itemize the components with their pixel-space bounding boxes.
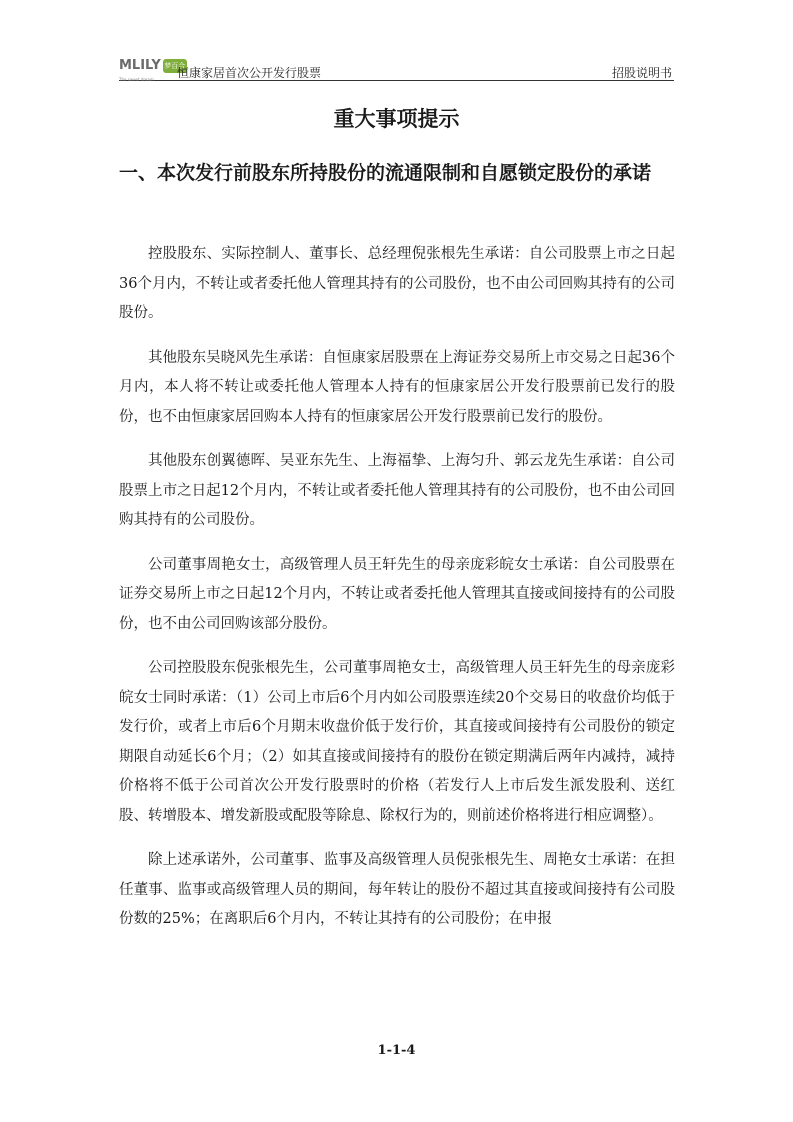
page-title: 重大事项提示 [333,107,460,131]
paragraph: 公司控股股东倪张根先生，公司董事周艳女士，高级管理人员王轩先生的母亲庞彩皖女士同时承诺：（1）公司上市后6个月内如公司股票连续20个交易日的收盘价均低于发行价，或者上市后6个月期末收盘价低于发行价，其直接或间接持有公司股份的锁定期限自动延长6个月；（2）如其直接或间接持有的股份在锁定期满后两年内减持，减持价格将不低于公司首次公开发行股票时的价格（若发行人上市后发生派发股利、送红股、转增股本、增发新股或配股等除息、除权行为的，则前述价格将进行相应调整）。 [119,660,675,824]
logo-badge: 梦百合 [163,59,187,73]
section-heading: 一、本次发行前股东所持股份的流通限制和自愿锁定股份的承诺 [119,162,652,184]
paragraph: 除上述承诺外，公司董事、监事及高级管理人员倪张根先生、周艳女士承诺：在担任董事、监事或高级管理人员的期间，每年转让的股份不超过其直接或间接持有公司股份数的25%；在离职后6个月内，不转让其持有的公司股份；在申报 [119,852,675,927]
page-number: 1-1-4 [377,1043,416,1058]
paragraph: 公司董事周艳女士，高级管理人员王轩先生的母亲庞彩皖女士承诺：自公司股票在证券交易所上市之日起12个月内，不转让或者委托他人管理其直接或间接持有的公司股份，也不由公司回购该部分股份。 [119,556,675,632]
paragraph: 其他股东吴晓风先生承诺：自恒康家居股票在上海证券交易所上市交易之日起36个月内，本人将不转让或委托他人管理本人持有的恒康家居公开发行股票前已发行的股份，也不由恒康家居回购本人持有的恒康家居公开发行股票前已发行的股份。 [119,349,675,425]
paragraph: 其他股东创翼德晖、吴亚东先生、上海福挚、上海匀升、郭云龙先生承诺：自公司股票上市之日起12个月内，不转让或者委托他人管理其持有的公司股份，也不由公司回购其持有的公司股份。 [119,453,675,528]
header-document-type: 招股说明书 [611,66,672,80]
logo-text: MLILY [119,58,161,73]
document-body [119,240,675,950]
logo-tagline: The sweet dream [119,77,154,82]
page-header [119,52,674,81]
header-document-name: 恒康家居首次公开发行股票 [177,66,322,80]
paragraph: 控股股东、实际控制人、董事长、总经理倪张根先生承诺：自公司股票上市之日起36个月内，不转让或者委托他人管理其持有的公司股份，也不由公司回购其持有的公司股份。 [119,246,675,321]
